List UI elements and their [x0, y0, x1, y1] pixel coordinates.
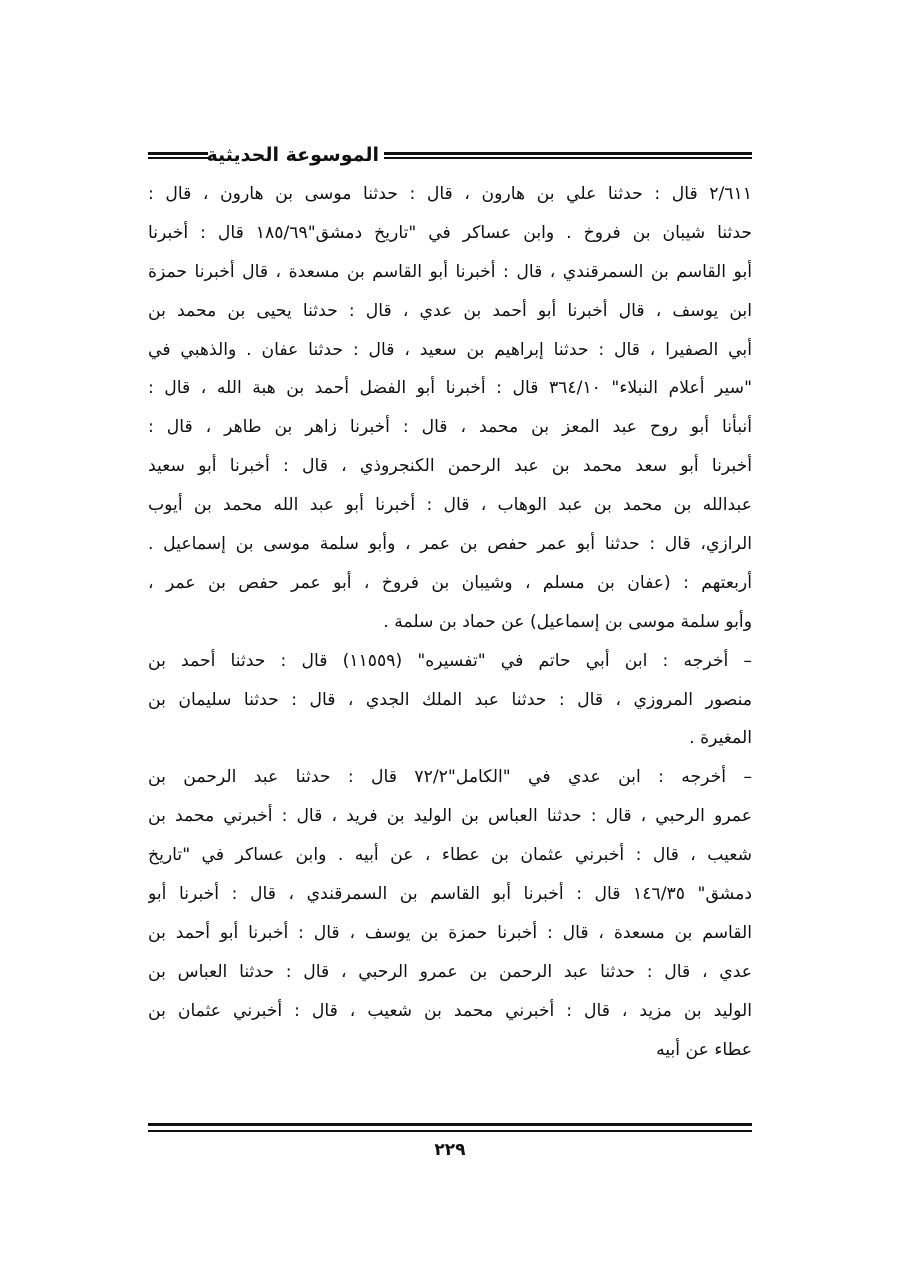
- text-line: الرازي، قال : حدثنا أبو عمر حفص بن عمر ، وأبو سلمة موسى بن إسماعيل .: [148, 534, 752, 555]
- header-rule-left: [148, 152, 208, 159]
- page-number: ٢٢٩: [434, 1140, 466, 1160]
- text-line: أبو القاسم بن السمرقندي ، قال : أخبرنا أبو القاسم بن مسعدة ، قال أخبرنا حمزة: [148, 261, 752, 282]
- text-line: أربعتهم : (عفان بن مسلم ، وشيبان بن فروخ ، أبو عمر حفص بن عمر ،: [148, 572, 752, 593]
- text-line: القاسم بن مسعدة ، قال : أخبرنا حمزة بن يوسف ، قال : أخبرنا أبو أحمد بن: [148, 922, 752, 943]
- text-line: عبدالله بن محمد بن عبد الوهاب ، قال : أخبرنا أبو عبد الله محمد بن أيوب: [148, 495, 752, 516]
- text-line: عمرو الرحبي ، قال : حدثنا العباس بن الوليد بن فريد ، قال : أخبرني محمد بن: [148, 806, 752, 827]
- text-line: – أخرجه : ابن عدي في "الكامل"٧٢/٢ قال : حدثنا عبد الرحمن بن: [148, 767, 752, 788]
- text-line: حدثنا شيبان بن فروخ . وابن عساكر في "تاريخ دمشق"١٨٥/٦٩ قال : أخبرنا: [148, 222, 752, 243]
- text-line: أبي الصفيرا ، قال : حدثنا إبراهيم بن سعيد ، قال : حدثنا عفان . والذهبي في: [148, 339, 752, 360]
- text-line: "سير أعلام النبلاء" ٣٦٤/١٠ قال : أخبرنا أبو الفضل أحمد بن هبة الله ، قال :: [148, 378, 752, 399]
- text-line: أنبأنا أبو روح عبد المعز بن محمد ، قال : أخبرنا زاهر بن طاهر ، قال :: [148, 417, 752, 438]
- text-line: دمشق" ١٤٦/٣٥ قال : أخبرنا أبو القاسم بن السمرقندي ، قال : أخبرنا أبو: [148, 884, 752, 905]
- text-line: المغيرة .: [689, 728, 752, 749]
- text-line: عدي ، قال : حدثنا عبد الرحمن بن عمرو الرحبي ، قال : حدثنا العباس بن: [148, 961, 752, 982]
- running-title: الموسوعة الحديثية: [206, 144, 379, 166]
- text-line: عطاء عن أبيه: [656, 1039, 752, 1060]
- header-rule-right: [384, 152, 752, 159]
- text-line: الوليد بن مزيد ، قال : أخبرني محمد بن شعيب ، قال : أخبرني عثمان بن: [148, 1000, 752, 1021]
- text-line: شعيب ، قال : أخبرني عثمان بن عطاء ، عن أبيه . وابن عساكر في "تاريخ: [148, 845, 752, 866]
- text-line: ٢/٦١١ قال : حدثنا علي بن هارون ، قال : حدثنا موسى بن هارون ، قال :: [148, 184, 752, 204]
- body-text: [148, 175, 752, 1069]
- text-line: وأبو سلمة موسى بن إسماعيل) عن حماد بن سلمة .: [383, 611, 752, 632]
- text-line: ابن يوسف ، قال أخبرنا أبو أحمد بن عدي ، قال : حدثنا يحيى بن محمد بن: [148, 300, 752, 321]
- text-line: منصور المروزي ، قال : حدثنا عبد الملك الجدي ، قال : حدثنا سليمان بن: [148, 689, 752, 710]
- text-line: أخبرنا أبو سعد محمد بن عبد الرحمن الكنجروذي ، قال : أخبرنا أبو سعيد: [148, 456, 752, 477]
- footer-rule: [148, 1123, 752, 1132]
- page-header: [148, 140, 752, 172]
- text-line: – أخرجه : ابن أبي حاتم في "تفسيره" (١١٥٥٩) قال : حدثنا أحمد بن: [148, 650, 752, 671]
